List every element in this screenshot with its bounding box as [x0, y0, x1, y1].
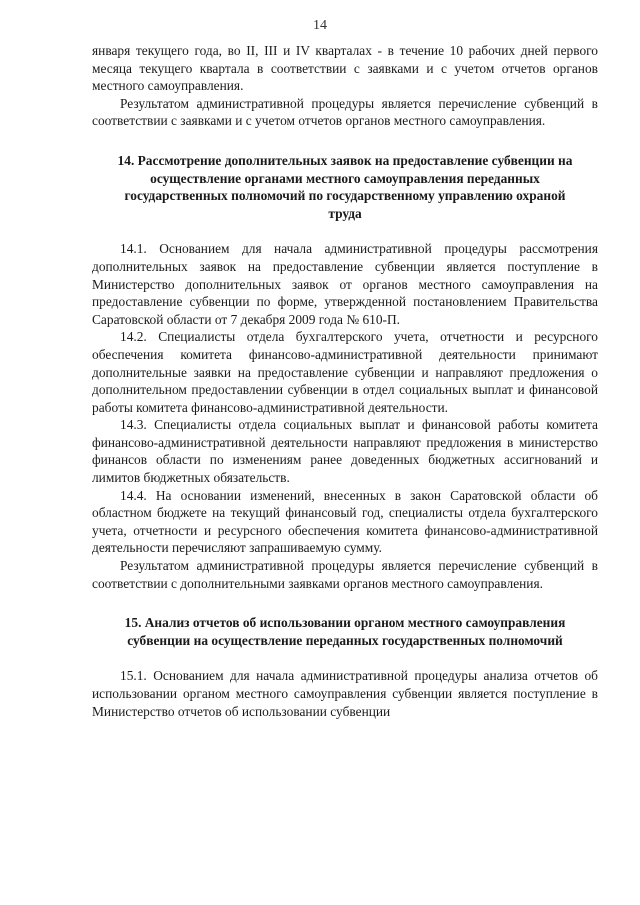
- section-14-heading: 14. Рассмотрение дополнительных заявок на предоставление субвенции на осуществление органами местного самоуправления переданных государственных полномочий по государственному управлению охраной труда: [117, 152, 573, 221]
- paragraph-14-1: 14.1. Основанием для начала административной процедуры рассмотрения дополнительных заявок на предоставление субвенции является поступление в Министерство дополнительных заявок от органов местного самоуправления на предоставление субвенции по форме, утвержденной постановлением Правительства Саратовской области от 7 декабря 2009 года № 610-П.: [92, 241, 598, 327]
- paragraph-continuation: января текущего года, во II, III и IV кварталах - в течение 10 рабочих дней первого месяца текущего квартала в соответствии с заявками и с учетом отчетов органов местного самоуправления.: [92, 43, 598, 94]
- spacer: [92, 592, 598, 614]
- spacer: [92, 130, 598, 152]
- paragraph-15-1: 15.1. Основанием для начала административной процедуры анализа отчетов об использовании органом местного самоуправления субвенции является поступление в Министерство отчетов об использовании субвенции: [92, 668, 598, 719]
- spacer: [92, 649, 598, 667]
- paragraph-result: Результатом административной процедуры является перечисление субвенций в соответствии с заявками и с учетом отчетов органов местного самоуправления.: [92, 95, 598, 129]
- section-15-heading: 15. Анализ отчетов об использовании органом местного самоуправления субвенции на осуществление переданных государственных полномочий: [124, 615, 566, 648]
- paragraph-14-2: 14.2. Специалисты отдела бухгалтерского учета, отчетности и ресурсного обеспечения комитета финансово-административной деятельности принимают дополнительные заявки на предоставление субвенции и направляют предложения о дополнительном предоставлении субвенции в отдел социальных выплат и финансовой работы комитета финансово-административной деятельности.: [92, 329, 598, 415]
- paragraph-14-3: 14.3. Специалисты отдела социальных выплат и финансовой работы комитета финансово-административной деятельности направляют предложения в министерство финансов области по изменениям ранее доведенных бюджетных ассигнований и лимитов бюджетных обязательств.: [92, 417, 598, 486]
- paragraph-14-4: 14.4. На основании изменений, внесенных в закон Саратовской области об областном бюджете на текущий финансовый год, специалисты отдела бухгалтерского учета, отчетности и ресурсного обеспечения комитета финансово-административной деятельности перечисляют запрашиваемую сумму.: [92, 487, 598, 556]
- spacer: [92, 222, 598, 240]
- page-number: 14: [313, 18, 327, 33]
- document-body: [92, 42, 598, 720]
- paragraph-14-result: Результатом административной процедуры является перечисление субвенций в соответствии с дополнительными заявками органов местного самоуправления.: [92, 558, 598, 591]
